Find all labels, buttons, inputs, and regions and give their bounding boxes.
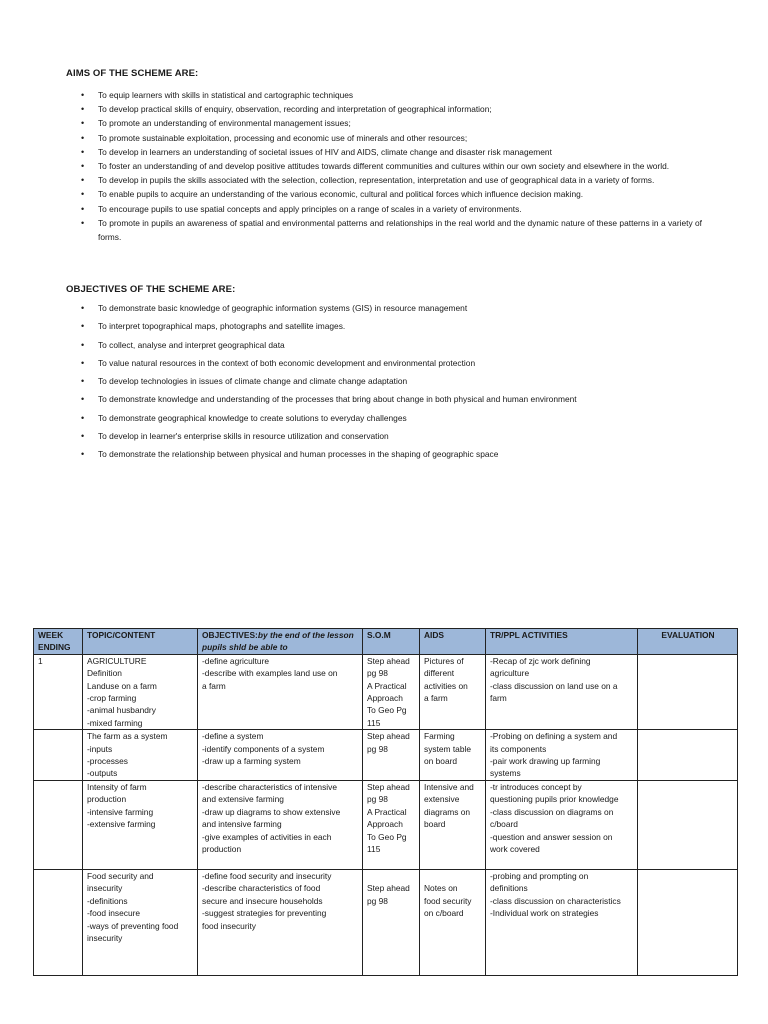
objectives-heading: OBJECTIVES OF THE SCHEME ARE: xyxy=(66,284,236,295)
bullet-icon: • xyxy=(81,394,85,405)
cell-aids-line: board xyxy=(424,819,446,830)
cell-topic xyxy=(83,730,198,781)
cell-objectives-line: -describe characteristics of intensive xyxy=(202,781,337,792)
cell-som-line: pg 98 xyxy=(367,794,388,805)
bullet-icon: • xyxy=(81,203,85,214)
cell-activities-line: farm xyxy=(490,693,507,704)
cell-topic-line: Food security and xyxy=(87,870,154,881)
cell-activities xyxy=(486,869,638,975)
cell-activities-line: -class discussion on characteristics xyxy=(490,895,621,906)
objectives-item-text: To value natural resources in the context of both economic development and environmental protection xyxy=(98,357,476,368)
cell-topic xyxy=(83,780,198,869)
cell-som-line: Approach xyxy=(367,693,403,704)
aims-item xyxy=(80,102,702,116)
table-row xyxy=(34,780,738,869)
table-row xyxy=(34,654,738,729)
cell-aids-line: a farm xyxy=(424,693,448,704)
table-row xyxy=(34,730,738,781)
objectives-item-text: To interpret topographical maps, photographs and satellite images. xyxy=(98,321,346,332)
cell-aids-line: Farming xyxy=(424,731,455,742)
aims-item-text: To develop practical skills of enquiry, observation, recording and interpretation of geographical information; xyxy=(98,104,492,115)
cell-aids-line: activities on xyxy=(424,680,468,691)
cell-topic xyxy=(83,869,198,975)
header-topic-content: TOPIC/CONTENT xyxy=(83,629,198,655)
objectives-item-text: To develop in learner's enterprise skills in resource utilization and conservation xyxy=(98,431,389,442)
aims-item-text: To promote in pupils an awareness of spatial and environmental patterns and relationships in the real world and the dynamic nature of these patterns in a variety of forms. xyxy=(98,217,702,243)
cell-topic-line: -definitions xyxy=(87,895,128,906)
cell-topic-line: Definition xyxy=(87,668,122,679)
cell-som-line: To Geo Pg xyxy=(367,831,407,842)
cell-objectives-line: and extensive farming xyxy=(202,794,284,805)
aims-item-text: To equip learners with skills in statistical and cartographic techniques xyxy=(98,90,354,100)
bullet-icon: • xyxy=(81,376,85,387)
objectives-item xyxy=(80,392,702,406)
cell-som xyxy=(363,869,420,975)
bullet-icon: • xyxy=(81,161,85,172)
cell-topic xyxy=(83,654,198,729)
cell-activities xyxy=(486,730,638,781)
aims-item xyxy=(80,202,702,216)
aims-item-text: To encourage pupils to use spatial concepts and apply principles on a range of scales in a variety of environments. xyxy=(98,203,522,214)
cell-objectives-line: secure and insecure households xyxy=(202,895,323,906)
objectives-item xyxy=(80,338,702,352)
header-objectives-italic-2: pupils shld be able to xyxy=(202,642,288,653)
cell-som-line: To Geo Pg xyxy=(367,705,407,716)
cell-activities-line: -class discussion on diagrams on xyxy=(490,806,614,817)
header-aids: AIDS xyxy=(420,629,486,655)
cell-som-line: Step ahead xyxy=(367,655,410,666)
bullet-icon: • xyxy=(81,90,85,100)
cell-topic-line: insecurity xyxy=(87,932,123,943)
cell-objectives-line: -give examples of activities in each xyxy=(202,831,332,842)
cell-objectives xyxy=(198,730,363,781)
cell-activities-line: work covered xyxy=(490,843,540,854)
cell-aids-line: food security xyxy=(424,895,472,906)
cell-topic-line: -extensive farming xyxy=(87,819,156,830)
cell-topic-line: -inputs xyxy=(87,743,113,754)
aims-item xyxy=(80,216,702,244)
cell-aids xyxy=(420,780,486,869)
cell-week xyxy=(34,869,83,975)
aims-item xyxy=(80,116,702,130)
cell-som-line: A Practical xyxy=(367,680,407,691)
objectives-item xyxy=(80,301,702,315)
bullet-icon: • xyxy=(81,175,85,186)
cell-aids-line: on board xyxy=(424,756,458,767)
cell-activities xyxy=(486,780,638,869)
aims-list xyxy=(80,88,702,244)
objectives-item-text: To demonstrate geographical knowledge to create solutions to everyday challenges xyxy=(98,412,407,423)
cell-topic-line: The farm as a system xyxy=(87,731,168,742)
aims-item-text: To promote sustainable exploitation, processing and economic use of minerals and other resources; xyxy=(98,132,468,143)
cell-activities-line: -tr introduces concept by xyxy=(490,781,582,792)
aims-item xyxy=(80,187,702,201)
table-header-row xyxy=(34,629,738,655)
objectives-item-text: To demonstrate the relationship between physical and human processes in the shaping of geographic space xyxy=(98,449,499,460)
objectives-list xyxy=(80,301,702,466)
bullet-icon: • xyxy=(81,431,85,442)
bullet-icon: • xyxy=(81,104,85,115)
objectives-item xyxy=(80,429,702,443)
objectives-item-text: To demonstrate knowledge and understanding of the processes that bring about change in both physical and human environment xyxy=(98,394,577,405)
cell-som-line: Step ahead xyxy=(367,781,410,792)
cell-som-line: Step ahead xyxy=(367,731,410,742)
header-week-line: WEEK xyxy=(38,630,64,640)
bullet-icon: • xyxy=(81,339,85,350)
header-week-ending xyxy=(34,629,83,655)
cell-objectives-line: a farm xyxy=(202,680,226,691)
cell-som-line: pg 98 xyxy=(367,895,388,906)
bullet-icon: • xyxy=(81,449,85,460)
objectives-item xyxy=(80,319,702,333)
cell-week xyxy=(34,730,83,781)
table-body xyxy=(34,654,738,975)
aims-item-text: To promote an understanding of environmental management issues; xyxy=(98,118,351,129)
cell-evaluation xyxy=(638,654,738,729)
cell-activities-line: systems xyxy=(490,768,521,779)
cell-objectives-line: -define a system xyxy=(202,731,264,742)
cell-activities-line: agriculture xyxy=(490,668,530,679)
cell-som-line: 115 xyxy=(367,717,381,728)
cell-objectives-line: -suggest strategies for preventing xyxy=(202,908,327,919)
cell-activities xyxy=(486,654,638,729)
cell-objectives-line: -identify components of a system xyxy=(202,743,325,754)
cell-objectives-line: -describe characteristics of food xyxy=(202,883,321,894)
cell-week xyxy=(34,780,83,869)
cell-som-line: pg 98 xyxy=(367,668,388,679)
cell-topic-line: -outputs xyxy=(87,768,118,779)
cell-activities-line: -question and answer session on xyxy=(490,831,613,842)
cell-aids-line: different xyxy=(424,668,455,679)
bullet-icon: • xyxy=(81,146,85,157)
cell-evaluation xyxy=(638,869,738,975)
cell-topic-line: -processes xyxy=(87,756,128,767)
objectives-item xyxy=(80,411,702,425)
bullet-icon: • xyxy=(81,303,85,313)
objectives-item-text: To develop technologies in issues of climate change and climate change adaptation xyxy=(98,376,408,387)
cell-topic-line: -ways of preventing food xyxy=(87,920,179,931)
table-row xyxy=(34,869,738,975)
bullet-icon: • xyxy=(81,357,85,368)
cell-som xyxy=(363,654,420,729)
cell-aids-line: Pictures of xyxy=(424,655,464,666)
cell-activities-line: -Recap of zjc work defining xyxy=(490,655,591,666)
cell-aids-line: diagrams on xyxy=(424,806,471,817)
aims-item-text: To foster an understanding of and develop positive attitudes towards different communities and cultures within our own society and elsewhere in the world. xyxy=(98,161,670,172)
cell-som xyxy=(363,780,420,869)
aims-item xyxy=(80,131,702,145)
cell-activities-line: -probing and prompting on xyxy=(490,870,589,881)
aims-item-text: To enable pupils to acquire an understanding of the various economic, cultural and political forces which influence decision making. xyxy=(98,189,584,200)
cell-som-line: 115 xyxy=(367,843,381,854)
cell-topic-line: Landuse on a farm xyxy=(87,680,157,691)
objectives-item-text: To collect, analyse and interpret geographical data xyxy=(98,339,285,350)
cell-activities-line: -class discussion on land use on a xyxy=(490,680,618,691)
cell-topic-line: production xyxy=(87,794,127,805)
objectives-item-text: To demonstrate basic knowledge of geographic information systems (GIS) in resource management xyxy=(98,303,468,313)
header-evaluation: EVALUATION xyxy=(638,629,738,655)
cell-topic-line: -intensive farming xyxy=(87,806,154,817)
cell-topic-line: -crop farming xyxy=(87,693,137,704)
bullet-icon: • xyxy=(81,189,85,200)
cell-objectives xyxy=(198,780,363,869)
cell-activities-line: c/board xyxy=(490,819,518,830)
cell-evaluation xyxy=(638,730,738,781)
objectives-item xyxy=(80,447,702,461)
aims-item xyxy=(80,88,702,102)
cell-aids-line: Notes on xyxy=(424,883,458,894)
cell-topic-line: insecurity xyxy=(87,883,123,894)
cell-objectives-line: -describe with examples land use on xyxy=(202,668,338,679)
cell-topic-line: -mixed farming xyxy=(87,717,143,728)
cell-som-line: Approach xyxy=(367,819,403,830)
header-objectives xyxy=(198,629,363,655)
scheme-of-work-table xyxy=(33,628,738,976)
cell-topic-line: -food insecure xyxy=(87,908,141,919)
cell-topic-line: -animal husbandry xyxy=(87,705,156,716)
header-som: S.O.M xyxy=(363,629,420,655)
cell-activities-line: its components xyxy=(490,743,547,754)
aims-heading: AIMS OF THE SCHEME ARE: xyxy=(66,68,199,79)
cell-objectives xyxy=(198,654,363,729)
header-objectives-italic-1: by the end of the lesson xyxy=(257,630,354,640)
cell-aids-line xyxy=(424,870,482,882)
aims-item xyxy=(80,173,702,187)
aims-item xyxy=(80,159,702,173)
cell-objectives-line: -define agriculture xyxy=(202,655,270,666)
cell-objectives-line: -define food security and insecurity xyxy=(202,870,332,881)
cell-som xyxy=(363,730,420,781)
bullet-icon: • xyxy=(81,132,85,143)
cell-week: 1 xyxy=(34,654,83,729)
cell-som-line: Step ahead xyxy=(367,883,410,894)
bullet-icon: • xyxy=(81,321,85,332)
objectives-item xyxy=(80,356,702,370)
aims-item-text: To develop in pupils the skills associated with the selection, collection, representation, interpretation and use of geographical data in a variety of forms. xyxy=(98,175,655,186)
aims-item-text: To develop in learners an understanding of societal issues of HIV and AIDS, climate change and disaster risk management xyxy=(98,146,552,157)
cell-aids-line: on c/board xyxy=(424,908,464,919)
cell-objectives-line: -draw up diagrams to show extensive xyxy=(202,806,341,817)
cell-aids-line: Intensive and xyxy=(424,781,474,792)
cell-topic-line: AGRICULTURE xyxy=(87,655,147,666)
cell-activities-line: definitions xyxy=(490,883,528,894)
cell-som-line xyxy=(367,870,416,882)
cell-aids-line: extensive xyxy=(424,794,460,805)
cell-activities-line: -pair work drawing up farming xyxy=(490,756,601,767)
cell-objectives-line: -draw up a farming system xyxy=(202,756,301,767)
cell-aids-line: system table xyxy=(424,743,472,754)
bullet-icon: • xyxy=(81,217,85,228)
bullet-icon: • xyxy=(81,412,85,423)
cell-topic-line: Intensity of farm xyxy=(87,781,147,792)
cell-aids xyxy=(420,869,486,975)
aims-item xyxy=(80,145,702,159)
header-activities: TR/PPL ACTIVITIES xyxy=(486,629,638,655)
cell-objectives-line: food insecurity xyxy=(202,920,256,931)
cell-aids xyxy=(420,654,486,729)
header-objectives-prefix: OBJECTIVES: xyxy=(202,630,258,640)
cell-som-line: pg 98 xyxy=(367,743,388,754)
bullet-icon: • xyxy=(81,118,85,129)
cell-objectives-line: and intensive farming xyxy=(202,819,282,830)
objectives-item xyxy=(80,374,702,388)
cell-som-line: A Practical xyxy=(367,806,407,817)
cell-evaluation xyxy=(638,780,738,869)
cell-aids xyxy=(420,730,486,781)
cell-objectives xyxy=(198,869,363,975)
cell-objectives-line: production xyxy=(202,843,242,854)
cell-activities-line: questioning pupils prior knowledge xyxy=(490,794,619,805)
cell-activities-line: -Individual work on strategies xyxy=(490,908,599,919)
cell-activities-line: -Probing on defining a system and xyxy=(490,731,618,742)
header-ending-line: ENDING xyxy=(38,642,71,653)
